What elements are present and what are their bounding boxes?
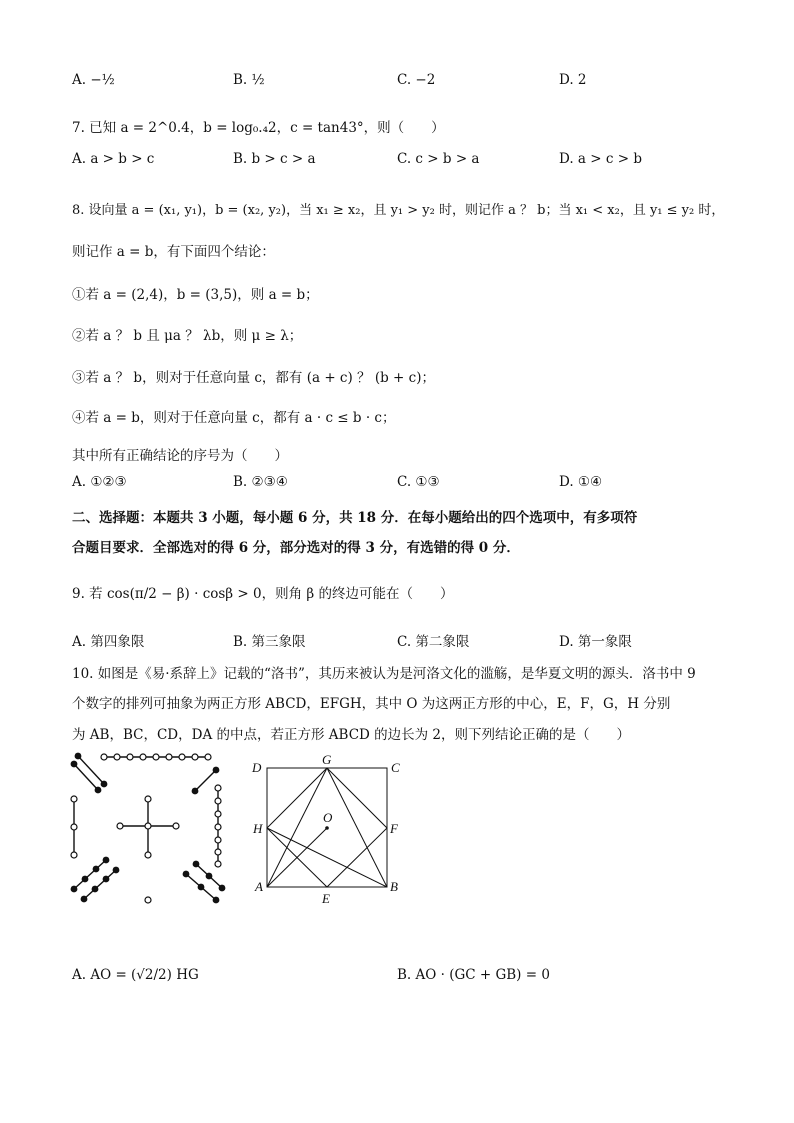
squares-geometry-figure <box>248 752 408 908</box>
label-c: C <box>391 760 400 775</box>
label-a: A <box>255 879 263 894</box>
q8-question: 其中所有正确结论的序号为（ ） <box>72 448 288 464</box>
q7-option-b: B. b > c > a <box>233 151 316 167</box>
q8-conclusion-3: ③若 a ？ b，则对于任意向量 c，都有 (a + c) ？ (b + c)； <box>72 370 435 386</box>
q6-option-a: A. −½ <box>72 72 115 88</box>
q9-option-d: D. 第一象限 <box>559 634 632 650</box>
q10-option-a: A. AO = (√2/2) HG <box>72 967 199 983</box>
q10-option-b: B. AO · (GC + GB) = 0 <box>397 967 550 983</box>
label-b: B <box>390 879 398 894</box>
section-2-heading-line2: 合题目要求．全部选对的得 6 分，部分选对的得 3 分，有选错的得 0 分． <box>72 540 520 556</box>
q9-stem: 9. 若 cos(π/2 − β) · cosβ > 0，则角 β 的终边可能在（ ） <box>72 586 454 602</box>
center-point-o <box>325 826 329 830</box>
q8-option-b: B. ②③④ <box>233 474 288 490</box>
q8-option-a: A. ①②③ <box>72 474 127 490</box>
q10-stem-line2: 个数字的排列可抽象为两正方形 ABCD，EFGH，其中 O 为这两正方形的中心，E，F，G，H 分别 <box>72 696 671 712</box>
q8-stem-line1: 8. 设向量 a = (x₁, y₁)，b = (x₂, y₂)，当 x₁ ≥ x₂，且 y₁ > y₂ 时，则记作 a ？ b；当 x₁ < x₂，且 y₁ ≤ y₂ 时， <box>72 203 725 218</box>
q8-option-d: D. ①④ <box>559 474 603 490</box>
q9-option-b: B. 第三象限 <box>233 634 306 650</box>
label-h: H <box>253 821 263 836</box>
q7-option-d: D. a > c > b <box>559 151 642 167</box>
q9-option-c: C. 第二象限 <box>397 634 470 650</box>
q8-conclusion-1: ①若 a = (2,4)，b = (3,5)，则 a = b； <box>72 287 319 303</box>
q6-option-d: D. 2 <box>559 72 587 88</box>
q9-option-a: A. 第四象限 <box>72 634 145 650</box>
q8-stem-line2: 则记作 a = b，有下面四个结论： <box>72 244 275 260</box>
q6-option-c: C. −2 <box>397 72 436 88</box>
q7-option-a: A. a > b > c <box>72 151 155 167</box>
q10-stem-line3: 为 AB，BC，CD，DA 的中点，若正方形 ABCD 的边长为 2，则下列结论正确的是（ ） <box>72 727 631 743</box>
section-2-heading-line1: 二、选择题：本题共 3 小题，每小题 6 分，共 18 分．在每小题给出的四个选项中，有多项符 <box>72 510 638 526</box>
label-d: D <box>252 760 262 775</box>
q8-option-c: C. ①③ <box>397 474 440 490</box>
q7-stem: 7. 已知 a = 2^0.4，b = log₀.₄2，c = tan43°，则（ ） <box>72 120 445 136</box>
luoshu-dot-diagram <box>66 748 242 908</box>
q6-option-b: B. ½ <box>233 72 265 88</box>
q8-conclusion-2: ②若 a ？ b 且 μa ？ λb，则 μ ≥ λ； <box>72 328 303 344</box>
label-f: F <box>390 821 398 836</box>
q7-option-c: C. c > b > a <box>397 151 480 167</box>
label-g: G <box>322 752 332 767</box>
label-o: O <box>323 810 333 825</box>
q10-stem-line1: 10. 如图是《易·系辞上》记载的“洛书”，其历来被认为是河洛文化的滥觞，是华夏文明的源头．洛书中 9 <box>72 666 696 682</box>
label-e: E <box>322 891 330 906</box>
q8-conclusion-4: ④若 a = b，则对于任意向量 c，都有 a · c ≤ b · c； <box>72 410 396 426</box>
